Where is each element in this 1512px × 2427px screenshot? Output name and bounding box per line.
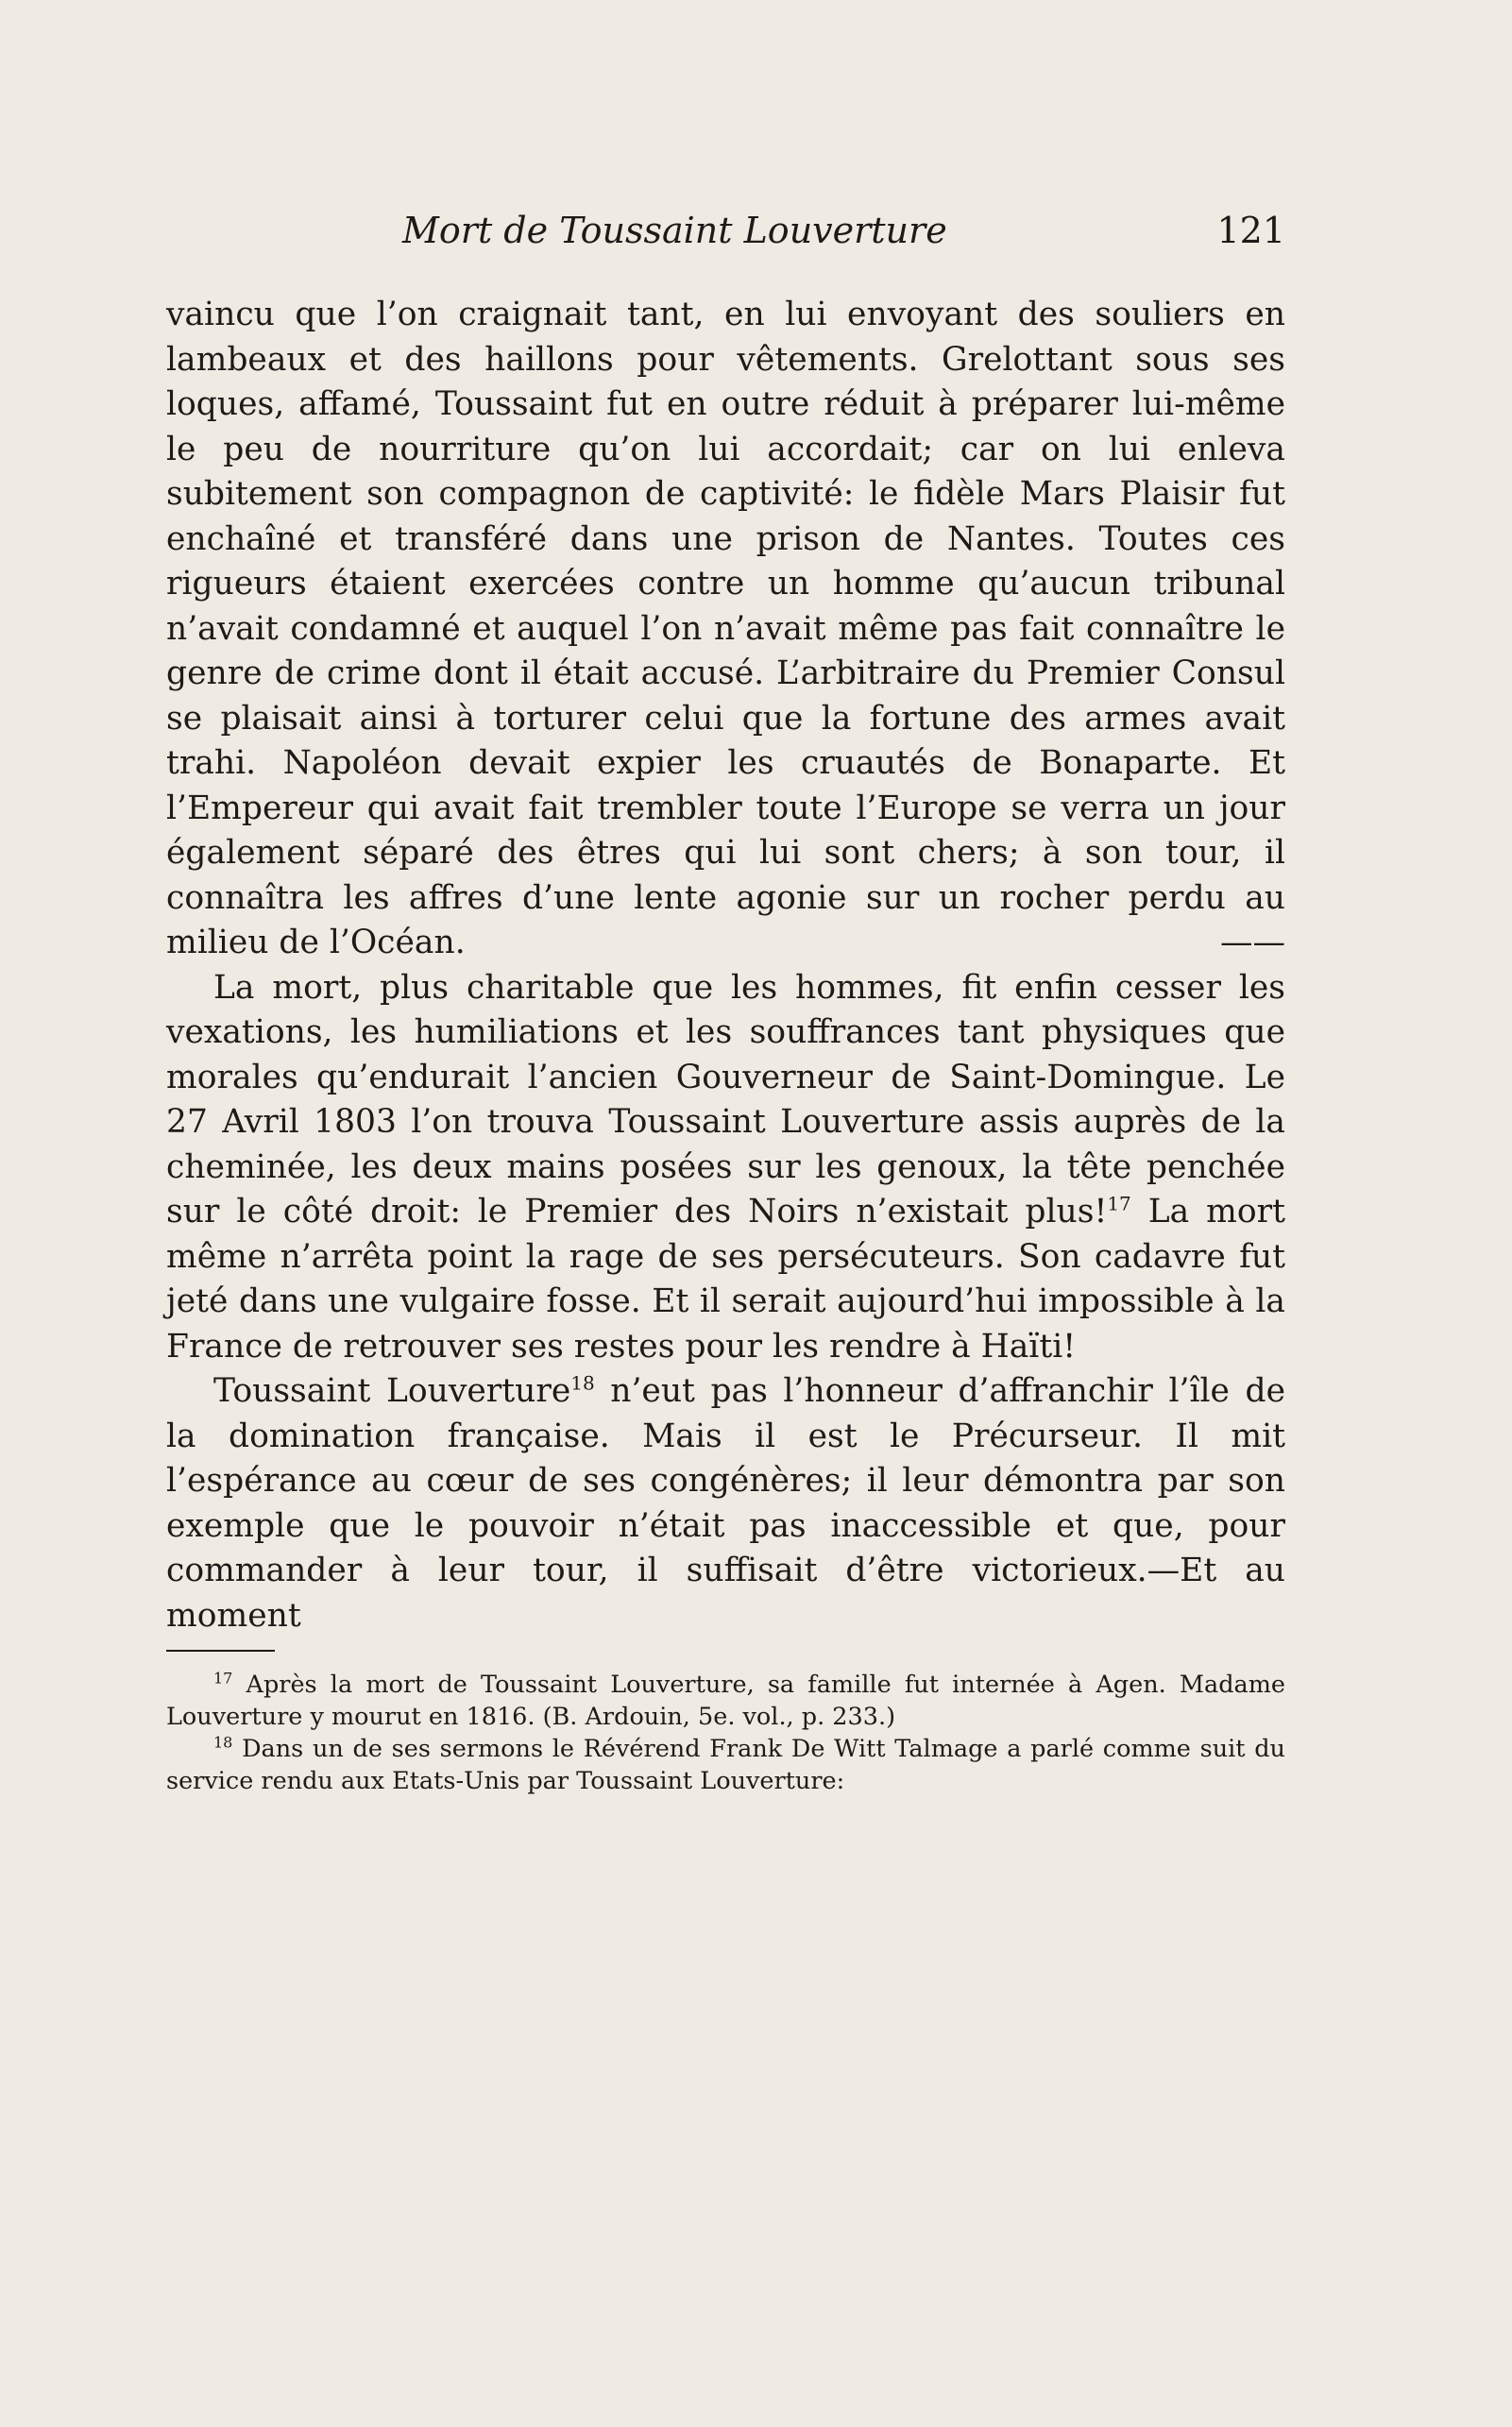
footnote-ref-17[interactable]: 17 <box>1107 1192 1131 1215</box>
footnote-18-text: Dans un de ses sermons le Révérend Frank De Witt Talmage a parlé comme suit du service rendu aux Etats-Unis par Toussaint Louverture: <box>166 1735 1285 1795</box>
paragraph-3-text-a: Toussaint Louverture <box>213 1372 571 1410</box>
footnote-divider <box>166 1650 275 1652</box>
page-number: 121 <box>1216 210 1285 251</box>
running-title: Mort de Toussaint Louverture <box>402 210 947 251</box>
section-dash: —— <box>1220 924 1285 961</box>
footnotes <box>166 1669 1285 1797</box>
footnote-18-mark: 18 <box>213 1733 233 1752</box>
paragraph-1 <box>166 293 1285 966</box>
footnote-ref-18[interactable]: 18 <box>570 1371 595 1395</box>
paragraph-1-text: vaincu que l’on craignait tant, en lui envoyant des souliers en lambeaux et des haillons pour vêtements. Grelottant sous ses loques, affamé, Toussaint fut en outre réduit à préparer lui-même le peu de nourriture qu’on lui accordait; car on lui enleva subitement son compagnon de captivité: le fidèle Mars Plaisir fut enchaîné et transféré dans une prison de Nantes. Toutes ces rigueurs étaient exercées contre un homme qu’aucun tribunal n’avait condamné et auquel l’on n’avait même pas fait connaître le genre de crime dont il était accusé. L’arbitraire du Premier Consul se plaisait ainsi à torturer celui que la fortune des armes avait trahi. Napoléon devait expier les cruautés de Bonaparte. Et l’Empereur qui avait fait trembler toute l’Europe se verra un jour également séparé des êtres qui lui sont chers; à son tour, il connaîtra les affres d’une lente agonie sur un rocher perdu au milieu de l’Océan. <box>166 296 1285 961</box>
paragraph-2-text-b: La mort même n’arrêta point la rage de ses persécuteurs. Son cadavre fut jeté dans une vulgaire fosse. Et il serait aujourd’hui impossible à la France de retrouver ses restes pour les rendre à Haïti! <box>166 1193 1285 1366</box>
footnote-17-mark: 17 <box>213 1669 233 1688</box>
footnote-17-text: Après la mort de Toussaint Louverture, sa famille fut internée à Agen. Madame Louverture y mourut en 1816. (B. Ardouin, 5e. vol., p. 233.) <box>166 1671 1285 1731</box>
book-page <box>166 210 1285 1797</box>
body-text <box>166 293 1285 1638</box>
footnote-17 <box>166 1669 1285 1733</box>
paragraph-3-text-b: n’eut pas l’honneur d’affranchir l’île de la domination française. Mais il est le Précurseur. Il mit l’espérance au cœur de ses congénères; il leur démontra par son exemple que le pouvoir n’était pas inaccessible et que, pour commander à leur tour, il suffisait d’être victorieux.—Et au moment <box>166 1372 1285 1635</box>
paragraph-3 <box>166 1369 1285 1638</box>
page-header <box>166 210 1285 266</box>
footnote-18 <box>166 1733 1285 1797</box>
paragraph-2 <box>166 966 1285 1370</box>
paragraph-2-text-a: La mort, plus charitable que les hommes, fit enfin cesser les vexations, les humiliations et les souffrances tant physiques que morales qu’endurait l’ancien Gouverneur de Saint-Domingue. Le 27 Avril 1803 l’on trouva Toussaint Louverture assis auprès de la cheminée, les deux mains posées sur les genoux, la tête penchée sur le côté droit: le Premier des Noirs n’existait plus! <box>166 968 1285 1230</box>
